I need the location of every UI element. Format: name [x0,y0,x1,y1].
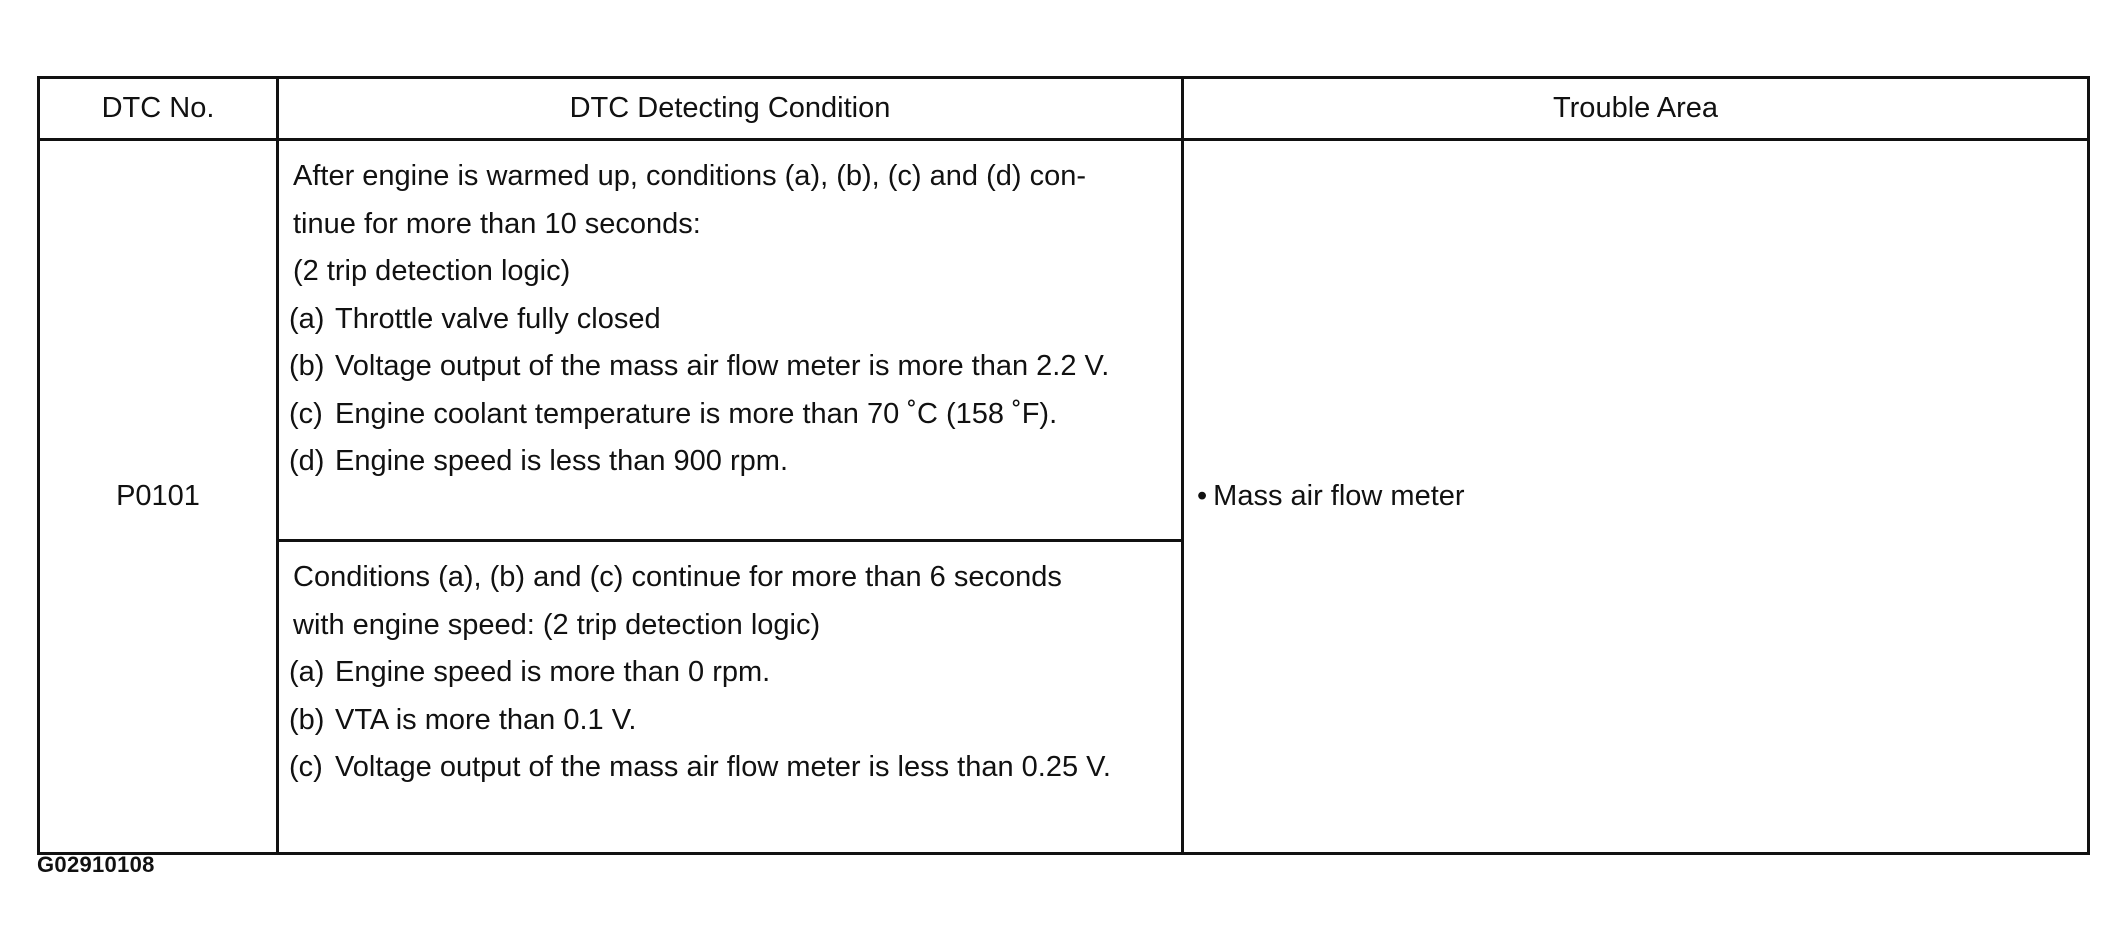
condition-item-text: Voltage output of the mass air flow meter is more than 2.2 V. [335,350,1110,382]
condition-item [289,391,1157,439]
condition-item [289,697,1157,745]
condition-lead-line: tinue for more than 10 seconds: [293,207,701,240]
header-detecting-condition: DTC Detecting Condition [278,78,1183,140]
condition-item-text: Throttle valve fully closed [335,302,661,335]
dtc-code-cell: P0101 [39,140,278,854]
trouble-area-cell [1183,140,2089,854]
condition-item [289,438,1157,486]
condition-lead-line: Conditions (a), (b) and (c) continue for more than 6 seconds [293,561,1062,593]
condition-item-mark: (b) [289,703,325,736]
condition-item-mark: (a) [289,656,325,688]
condition-item-text: Engine speed is less than 900 rpm. [335,445,788,477]
condition-item-mark: (c) [289,397,323,430]
condition-item [289,296,1157,344]
condition-item-text: VTA is more than 0.1 V. [335,703,637,736]
condition-item-text: Engine speed is more than 0 rpm. [335,656,771,688]
condition-item-mark: (a) [289,302,325,335]
header-dtc-no: DTC No. [39,78,278,140]
condition-item-text: Engine coolant temperature is more than 70 ˚C (158 ˚F). [335,397,1058,430]
detecting-condition-2 [278,541,1183,854]
condition-item-mark: (c) [289,751,323,783]
condition-item-text: Voltage output of the mass air flow meter is less than 0.25 V. [335,751,1111,783]
table-row [39,140,2089,541]
condition-lead-line: (2 trip detection logic) [293,255,571,287]
dtc-table [37,76,2090,855]
header-trouble-area: Trouble Area [1183,78,2089,140]
condition-item [289,343,1157,391]
bullet-icon: • [1197,480,1208,512]
header-row [39,78,2089,140]
condition-item [289,744,1157,792]
condition-item [289,649,1157,697]
condition-item-mark: (b) [289,350,325,382]
figure-code: G02910108 [37,852,155,877]
detecting-condition-1 [278,140,1183,541]
trouble-area-text: Mass air flow meter [1213,480,1465,512]
condition-lead-line: with engine speed: (2 trip detection logic) [293,608,821,641]
condition-item-mark: (d) [289,445,325,477]
condition-lead-line: After engine is warmed up, conditions (a), (b), (c) and (d) con- [293,160,1086,192]
